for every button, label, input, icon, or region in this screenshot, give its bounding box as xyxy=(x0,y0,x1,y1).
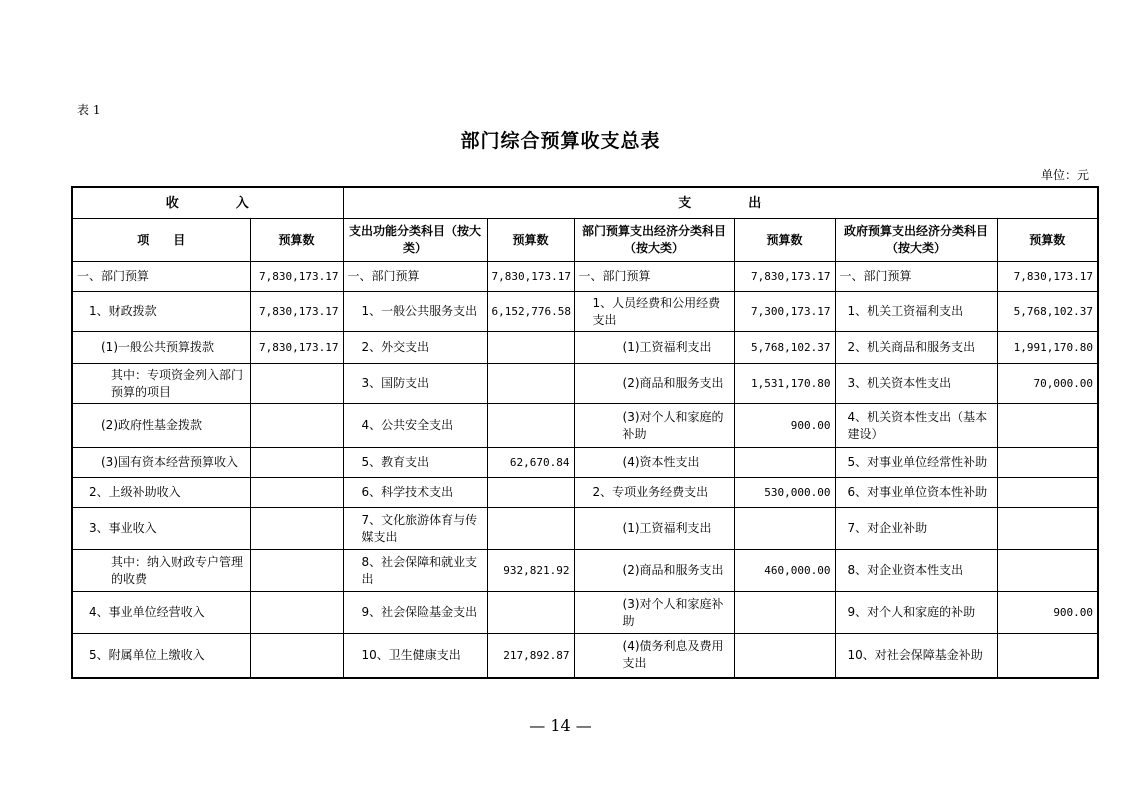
item-cell: 3、事业收入 xyxy=(72,508,250,550)
item-cell: 9、对个人和家庭的补助 xyxy=(835,592,997,634)
item-cell: 8、社会保障和就业支出 xyxy=(343,550,487,592)
amount-cell xyxy=(734,448,835,478)
page-title: 部门综合预算收支总表 xyxy=(460,130,661,152)
item-cell: 4、公共安全支出 xyxy=(343,404,487,448)
item-cell: 3、国防支出 xyxy=(343,364,487,404)
amount-cell xyxy=(734,592,835,634)
item-cell: 1、机关工资福利支出 xyxy=(835,292,997,332)
item-cell: 2、机关商品和服务支出 xyxy=(835,332,997,364)
item-cell: 其中：纳入财政专户管理的收费 xyxy=(72,550,250,592)
item-cell: 1、一般公共服务支出 xyxy=(343,292,487,332)
item-cell: 5、教育支出 xyxy=(343,448,487,478)
item-cell: (2)商品和服务支出 xyxy=(574,364,734,404)
table-row xyxy=(72,332,1098,364)
item-cell: 其中：专项资金列入部门预算的项目 xyxy=(72,364,250,404)
amount-cell xyxy=(997,508,1098,550)
column-header: 支出功能分类科目（按大类） xyxy=(343,219,487,262)
column-header: 预算数 xyxy=(734,219,835,262)
amount-cell: 7,830,173.17 xyxy=(250,262,343,292)
amount-cell xyxy=(250,508,343,550)
amount-cell xyxy=(250,550,343,592)
amount-cell: 460,000.00 xyxy=(734,550,835,592)
item-cell: 3、机关资本性支出 xyxy=(835,364,997,404)
amount-cell: 530,000.00 xyxy=(734,478,835,508)
item-cell: 6、对事业单位资本性补助 xyxy=(835,478,997,508)
amount-cell xyxy=(487,364,574,404)
item-cell: 4、机关资本性支出（基本建设） xyxy=(835,404,997,448)
item-cell: 10、对社会保障基金补助 xyxy=(835,634,997,678)
amount-cell: 70,000.00 xyxy=(997,364,1098,404)
table-row xyxy=(72,292,1098,332)
table-row xyxy=(72,404,1098,448)
item-cell: 一、部门预算 xyxy=(574,262,734,292)
expense-group-header: 支 出 xyxy=(343,187,1098,219)
amount-cell xyxy=(997,634,1098,678)
item-cell: (1)工资福利支出 xyxy=(574,508,734,550)
item-cell: 7、对企业补助 xyxy=(835,508,997,550)
budget-table xyxy=(71,186,1099,679)
table-label: 表 1 xyxy=(77,103,101,117)
amount-cell xyxy=(250,364,343,404)
amount-cell: 7,300,173.17 xyxy=(734,292,835,332)
amount-cell: 217,892.87 xyxy=(487,634,574,678)
amount-cell: 7,830,173.17 xyxy=(487,262,574,292)
item-cell: 5、对事业单位经常性补助 xyxy=(835,448,997,478)
item-cell: (3)对个人和家庭补助 xyxy=(574,592,734,634)
amount-cell xyxy=(487,404,574,448)
item-cell: (4)资本性支出 xyxy=(574,448,734,478)
item-cell: 一、部门预算 xyxy=(835,262,997,292)
item-cell: 5、附属单位上缴收入 xyxy=(72,634,250,678)
table-row xyxy=(72,550,1098,592)
amount-cell xyxy=(250,478,343,508)
column-header: 政府预算支出经济分类科目（按大类） xyxy=(835,219,997,262)
item-cell: 2、外交支出 xyxy=(343,332,487,364)
amount-cell: 5,768,102.37 xyxy=(997,292,1098,332)
amount-cell: 62,670.84 xyxy=(487,448,574,478)
table-row xyxy=(72,592,1098,634)
budget-table-body xyxy=(72,262,1098,678)
amount-cell: 7,830,173.17 xyxy=(997,262,1098,292)
column-header: 部门预算支出经济分类科目（按大类） xyxy=(574,219,734,262)
item-cell: 6、科学技术支出 xyxy=(343,478,487,508)
amount-cell: 5,768,102.37 xyxy=(734,332,835,364)
column-header: 项 目 xyxy=(72,219,250,262)
page-number: — 14 — xyxy=(529,716,592,735)
amount-cell xyxy=(250,448,343,478)
column-header: 预算数 xyxy=(250,219,343,262)
amount-cell: 900.00 xyxy=(997,592,1098,634)
amount-cell: 7,830,173.17 xyxy=(250,332,343,364)
amount-cell xyxy=(487,332,574,364)
amount-cell xyxy=(997,478,1098,508)
amount-cell xyxy=(250,634,343,678)
amount-cell: 932,821.92 xyxy=(487,550,574,592)
table-row xyxy=(72,478,1098,508)
column-header: 预算数 xyxy=(997,219,1098,262)
item-cell: 一、部门预算 xyxy=(72,262,250,292)
item-cell: (4)债务利息及费用支出 xyxy=(574,634,734,678)
amount-cell xyxy=(734,508,835,550)
amount-cell xyxy=(997,550,1098,592)
income-group-header: 收 入 xyxy=(72,187,343,219)
item-cell: (1)工资福利支出 xyxy=(574,332,734,364)
amount-cell: 1,531,170.80 xyxy=(734,364,835,404)
amount-cell: 900.00 xyxy=(734,404,835,448)
item-cell: 1、人员经费和公用经费支出 xyxy=(574,292,734,332)
item-cell: (2)政府性基金拨款 xyxy=(72,404,250,448)
amount-cell xyxy=(734,634,835,678)
amount-cell: 7,830,173.17 xyxy=(734,262,835,292)
item-cell: 1、财政拨款 xyxy=(72,292,250,332)
column-header: 预算数 xyxy=(487,219,574,262)
item-cell: 2、上级补助收入 xyxy=(72,478,250,508)
table-row xyxy=(72,508,1098,550)
amount-cell xyxy=(250,404,343,448)
item-cell: 8、对企业资本性支出 xyxy=(835,550,997,592)
amount-cell xyxy=(487,508,574,550)
table-row xyxy=(72,364,1098,404)
item-cell: 4、事业单位经营收入 xyxy=(72,592,250,634)
amount-cell xyxy=(487,592,574,634)
unit-label: 单位：元 xyxy=(1040,168,1089,182)
amount-cell xyxy=(487,478,574,508)
amount-cell: 1,991,170.80 xyxy=(997,332,1098,364)
item-cell: (3)国有资本经营预算收入 xyxy=(72,448,250,478)
table-row xyxy=(72,448,1098,478)
item-cell: 一、部门预算 xyxy=(343,262,487,292)
item-cell: (3)对个人和家庭的补助 xyxy=(574,404,734,448)
item-cell: (1)一般公共预算拨款 xyxy=(72,332,250,364)
table-row xyxy=(72,262,1098,292)
amount-cell: 7,830,173.17 xyxy=(250,292,343,332)
amount-cell xyxy=(997,404,1098,448)
table-row xyxy=(72,634,1098,678)
item-cell: 10、卫生健康支出 xyxy=(343,634,487,678)
item-cell: (2)商品和服务支出 xyxy=(574,550,734,592)
amount-cell xyxy=(997,448,1098,478)
amount-cell xyxy=(250,592,343,634)
item-cell: 2、专项业务经费支出 xyxy=(574,478,734,508)
amount-cell: 6,152,776.58 xyxy=(487,292,574,332)
item-cell: 7、文化旅游体育与传媒支出 xyxy=(343,508,487,550)
item-cell: 9、社会保险基金支出 xyxy=(343,592,487,634)
